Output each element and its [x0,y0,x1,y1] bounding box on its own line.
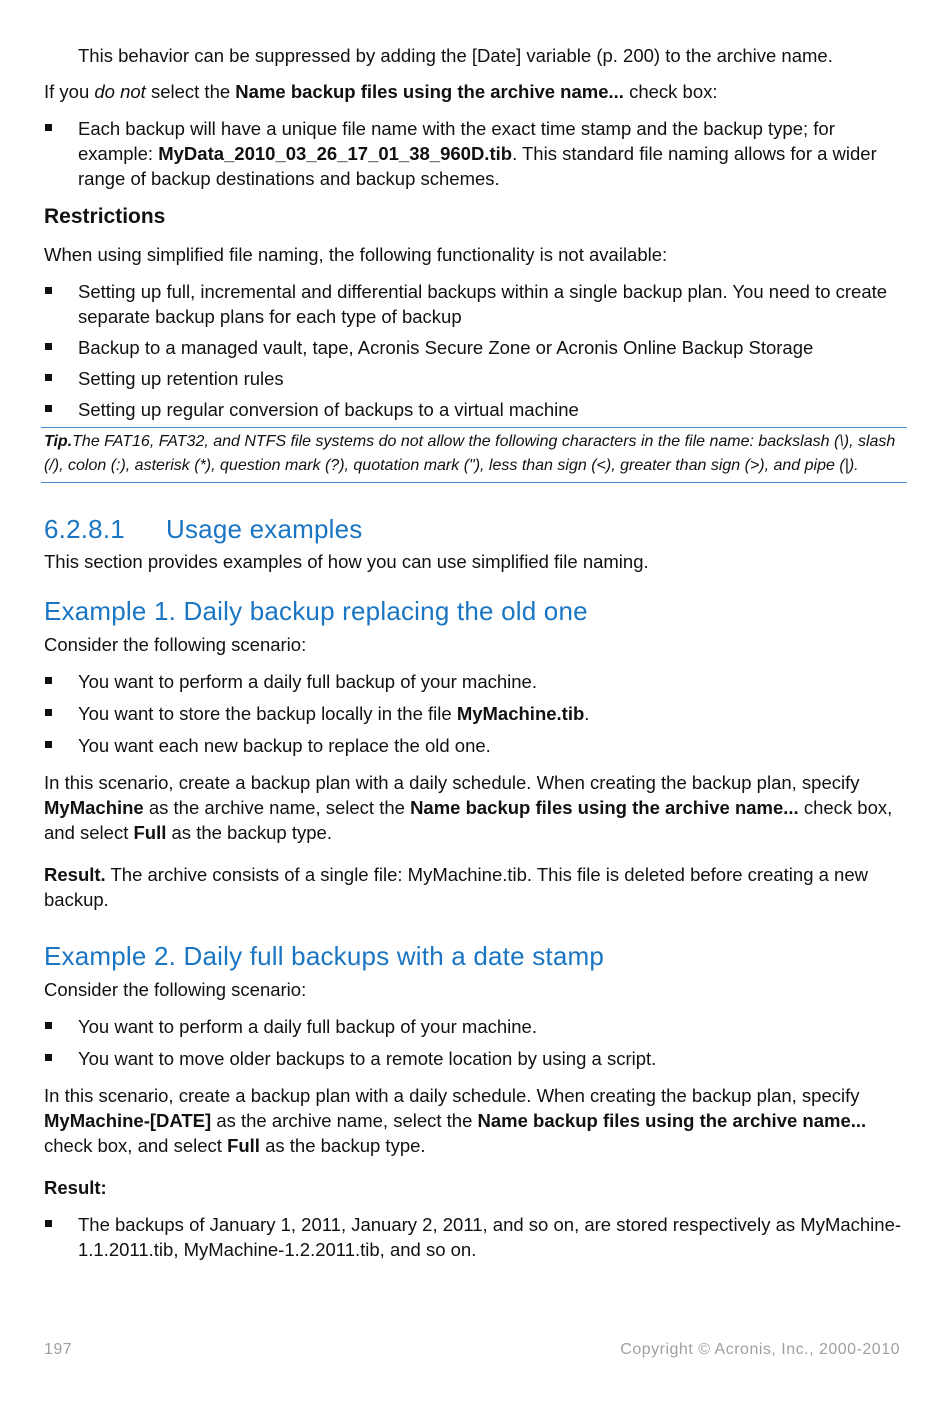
archive-name: MyMachine-[DATE] [44,1110,212,1131]
backup-type: Full [133,822,167,843]
text-run: You want to store the backup locally in the file [78,703,457,724]
list-item-text: Setting up retention rules [78,368,284,389]
list-item-text: You want to move older backups to a remote location by using a script. [78,1048,657,1069]
text-run: as the archive name, select the [211,1110,478,1131]
example2-result-label [44,1175,904,1200]
list-item-text: Backup to a managed vault, tape, Acronis Secure Zone or Acronis Online Backup Storage [78,337,814,358]
section-heading [44,513,904,545]
text-run: as the backup type. [259,1135,426,1156]
bullet-square-icon [45,343,52,350]
section-title: Usage examples [166,514,363,544]
archive-name: MyMachine [44,797,144,818]
example2-result-list [44,1212,904,1262]
restrictions-lead: When using simplified file naming, the following functionality is not available: [44,244,668,265]
text-run: check box, and select [44,797,893,843]
bullet-square-icon [45,1054,52,1061]
text-run: . [584,703,590,724]
example1-result [44,862,904,912]
list-item [44,279,904,329]
list-item-text: You want to perform a daily full backup of your machine. [78,671,537,692]
text-run: select the [145,81,236,102]
text-run: check box, and select [44,1135,228,1156]
filename: MyMachine.tib [456,703,585,724]
text-run: In this scenario, create a backup plan with a daily schedule. When creating the backup plan, specify [44,1085,860,1106]
text-run: . This standard file naming allows for a wider range of backup destinations and backup schemes. [78,143,877,189]
list-item [44,733,904,758]
text-run: Each backup will have a unique file name with the exact time stamp and the backup type; for example: [78,118,835,164]
example1-lead: Consider the following scenario: [44,634,307,655]
list-item [44,1212,904,1262]
bullet-square-icon [45,709,52,716]
list-item-text: Setting up regular conversion of backups to a virtual machine [78,399,579,420]
list-item [44,1046,904,1071]
emphasis: do not [94,81,146,102]
intro-line: This behavior can be suppressed by adding the [Date] variable (p. 200) to the archive name. [78,45,833,66]
example1-heading: Example 1. Daily backup replacing the old one [44,596,588,626]
tip-text [44,430,904,477]
text-run: In this scenario, create a backup plan with a daily schedule. When creating the backup plan, specify [44,772,860,793]
example2-instructions [44,1083,904,1158]
bullet-square-icon [45,677,52,684]
checkbox-name: Name backup files using the archive name... [477,1110,867,1131]
section-number: 6.2.8.1 [44,514,125,544]
example1-instructions [44,770,904,845]
copyright-notice: Copyright © Acronis, Inc., 2000-2010 [620,1341,900,1358]
tip-box [41,427,907,483]
backup-type: Full [227,1135,260,1156]
bullet-square-icon [45,287,52,294]
example1-list [44,669,904,758]
text-run: check box: [623,81,718,102]
text-run: The archive consists of a single file: MyMachine.tib. This file is deleted before creating a new backup. [44,864,868,910]
example2-heading: Example 2. Daily full backups with a date stamp [44,941,604,971]
checkbox-name: Name backup files using the archive name... [410,797,799,818]
bullet-square-icon [45,1022,52,1029]
document-page [44,40,904,1262]
list-item-text: You want each new backup to replace the old one. [78,735,491,756]
bullet-square-icon [45,1220,52,1227]
text-run: If you [44,81,95,102]
bullet-square-icon [45,405,52,412]
list-item [44,116,904,191]
text-run: as the archive name, select the [143,797,411,818]
list-item [44,701,904,726]
list-item [44,669,904,694]
list-item [44,366,904,391]
list-item-text: The backups of January 1, 2011, January 2, 2011, and so on, are stored respectively as MyMachine-1.1.2011.tib, MyMachine-1.2.2011.tib, and so on. [78,1214,902,1260]
bullet-square-icon [45,374,52,381]
bullet-square-icon [45,124,52,131]
filename: MyData_2010_03_26_17_01_38_960D.tib [158,143,513,164]
restrictions-heading: Restrictions [44,205,166,228]
list-item-text: You want to perform a daily full backup of your machine. [78,1016,537,1037]
example2-lead: Consider the following scenario: [44,979,307,1000]
tip-label: Tip. [44,433,73,450]
text-run: as the backup type. [166,822,332,843]
result-label: Result: [44,1177,107,1198]
checkbox-name: Name backup files using the archive name... [235,81,624,102]
restrictions-list [44,279,904,422]
intro-bullet-list [44,116,904,191]
text-run: The FAT16, FAT32, and NTFS file systems do not allow the following characters in the file name: backslash (\), slash (/), colon (:), asterisk (*), question mark (?), quotation mark ("), less than sign (<), greater than sign (>), and pipe (|). [44,433,896,474]
intro-condition [44,79,904,104]
page-number: 197 [44,1341,73,1358]
list-item [44,397,904,422]
list-item-text: Setting up full, incremental and differential backups within a single backup plan. You need to create separate backup plans for each type of backup [78,281,888,327]
result-label: Result. [44,864,106,885]
section-intro: This section provides examples of how you can use simplified file naming. [44,551,649,572]
bullet-square-icon [45,741,52,748]
list-item [44,335,904,360]
example2-list [44,1014,904,1071]
list-item [44,1014,904,1039]
